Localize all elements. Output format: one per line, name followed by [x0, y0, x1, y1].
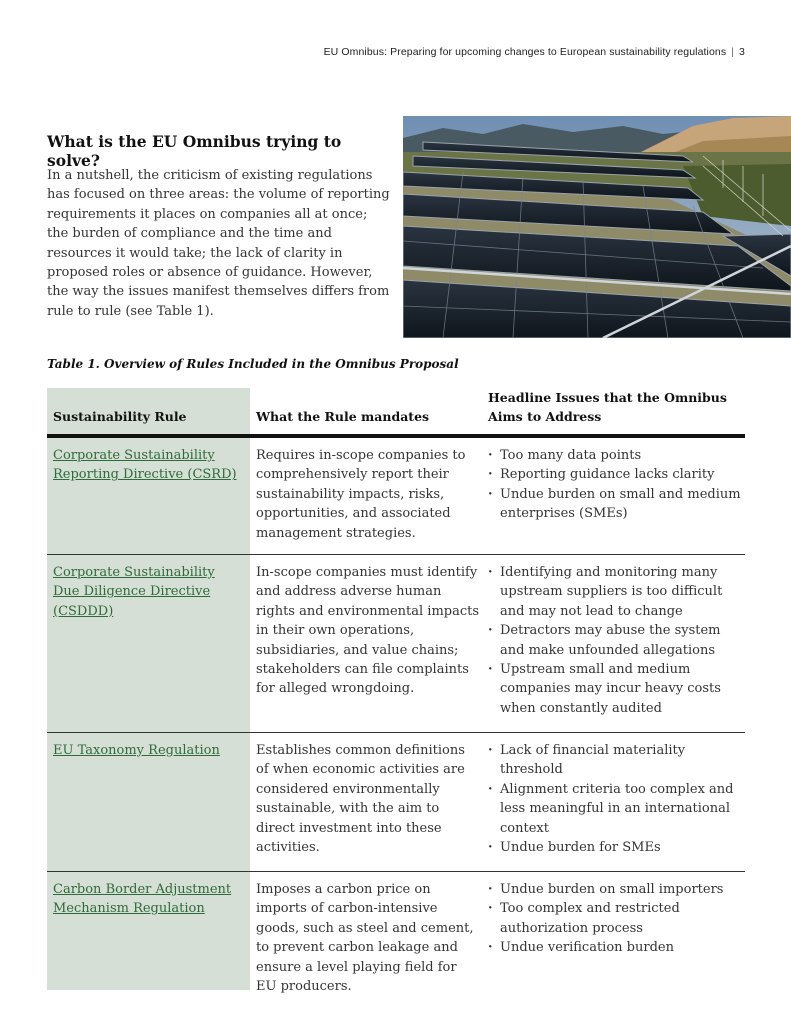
rule-link-csrd[interactable]: Corporate Sustainability Reporting Directive (CSRD) — [53, 448, 237, 483]
issue-item: · Undue verification burden — [488, 938, 745, 957]
intro-paragraph: In a nutshell, the criticism of existing regulations has focused on three areas: the volume of reporting requirements it places on companies all at once; the burden of compliance and the time and resources it would take; the lack of clarity in proposed roles or absence of guidance. However, the way the issues manifest themselves differs from rule to rule (see Table 1). — [47, 168, 390, 319]
rule-cell — [53, 880, 245, 919]
running-header-title: EU Omnibus: Preparing for upcoming changes to European sustainability regulations — [323, 46, 727, 58]
rule-link-eu-taxonomy[interactable]: EU Taxonomy Regulation — [53, 743, 220, 758]
rule-link-csddd[interactable]: Corporate Sustainability Due Diligence Directive (CSDDD) — [53, 565, 215, 619]
rules-table — [47, 388, 745, 995]
mandate-cell: Establishes common definitions of when economic activities are considered environmentally sustainable, with the aim to direct investment into these activities. — [256, 743, 465, 856]
table-caption: Table 1. Overview of Rules Included in the Omnibus Proposal — [47, 357, 459, 371]
table-row — [47, 555, 745, 733]
issue-item: · Upstream small and medium companies may incur heavy costs when constantly audited — [488, 660, 745, 718]
issues-list — [488, 880, 745, 958]
rule-cell — [53, 446, 245, 485]
issue-item: · Detractors may abuse the system and make unfounded allegations — [488, 621, 745, 660]
issue-item: · Undue burden on small importers — [488, 880, 745, 899]
issue-item: · Undue burden for SMEs — [488, 838, 745, 857]
solar-panels-photo — [403, 116, 791, 338]
issue-item: · Reporting guidance lacks clarity — [488, 465, 745, 484]
issue-item: · Undue burden on small and medium enterprises (SMEs) — [488, 485, 745, 524]
running-header — [324, 46, 745, 58]
rule-cell — [53, 563, 245, 621]
table-row — [47, 872, 745, 995]
mandate-cell: Imposes a carbon price on imports of carbon-intensive goods, such as steel and cement, to prevent carbon leakage and ensure a level playing field for EU producers. — [256, 882, 474, 995]
issues-list — [488, 446, 745, 524]
section-heading: What is the EU Omnibus trying to solve? — [47, 132, 342, 170]
issues-list — [488, 741, 745, 857]
issue-item: · Too complex and restricted authorization process — [488, 899, 745, 938]
page-number: 3 — [739, 46, 745, 58]
header-rule-mandate: What the Rule mandates — [256, 409, 430, 424]
mandate-cell: Requires in-scope companies to comprehensively report their sustainability impacts, risks, opportunities, and associated management strategies. — [256, 448, 466, 541]
table-row — [47, 438, 745, 555]
rule-link-cbam[interactable]: Carbon Border Adjustment Mechanism Regulation — [53, 882, 232, 917]
header-headline-issues: Headline Issues that the Omnibus Aims to Address — [488, 390, 727, 424]
table-header — [47, 388, 745, 438]
solar-panels-illustration — [403, 116, 791, 338]
table-row — [47, 733, 745, 872]
issue-item: · Alignment criteria too complex and less meaningful in an international context — [488, 780, 745, 838]
issue-item: · Identifying and monitoring many upstream suppliers is too difficult and may not lead to change — [488, 563, 745, 621]
mandate-cell: In-scope companies must identify and address adverse human rights and environmental impacts in their own operations, subsidiaries, and value chains; stakeholders can file complaints for alleged wrongdoing. — [256, 565, 480, 697]
running-header-separator: | — [731, 46, 735, 58]
rule-cell — [53, 741, 245, 760]
issue-item: · Too many data points — [488, 446, 745, 465]
header-sustainability-rule: Sustainability Rule — [53, 409, 187, 424]
issue-item: · Lack of financial materiality threshold — [488, 741, 745, 780]
issues-list — [488, 563, 745, 718]
